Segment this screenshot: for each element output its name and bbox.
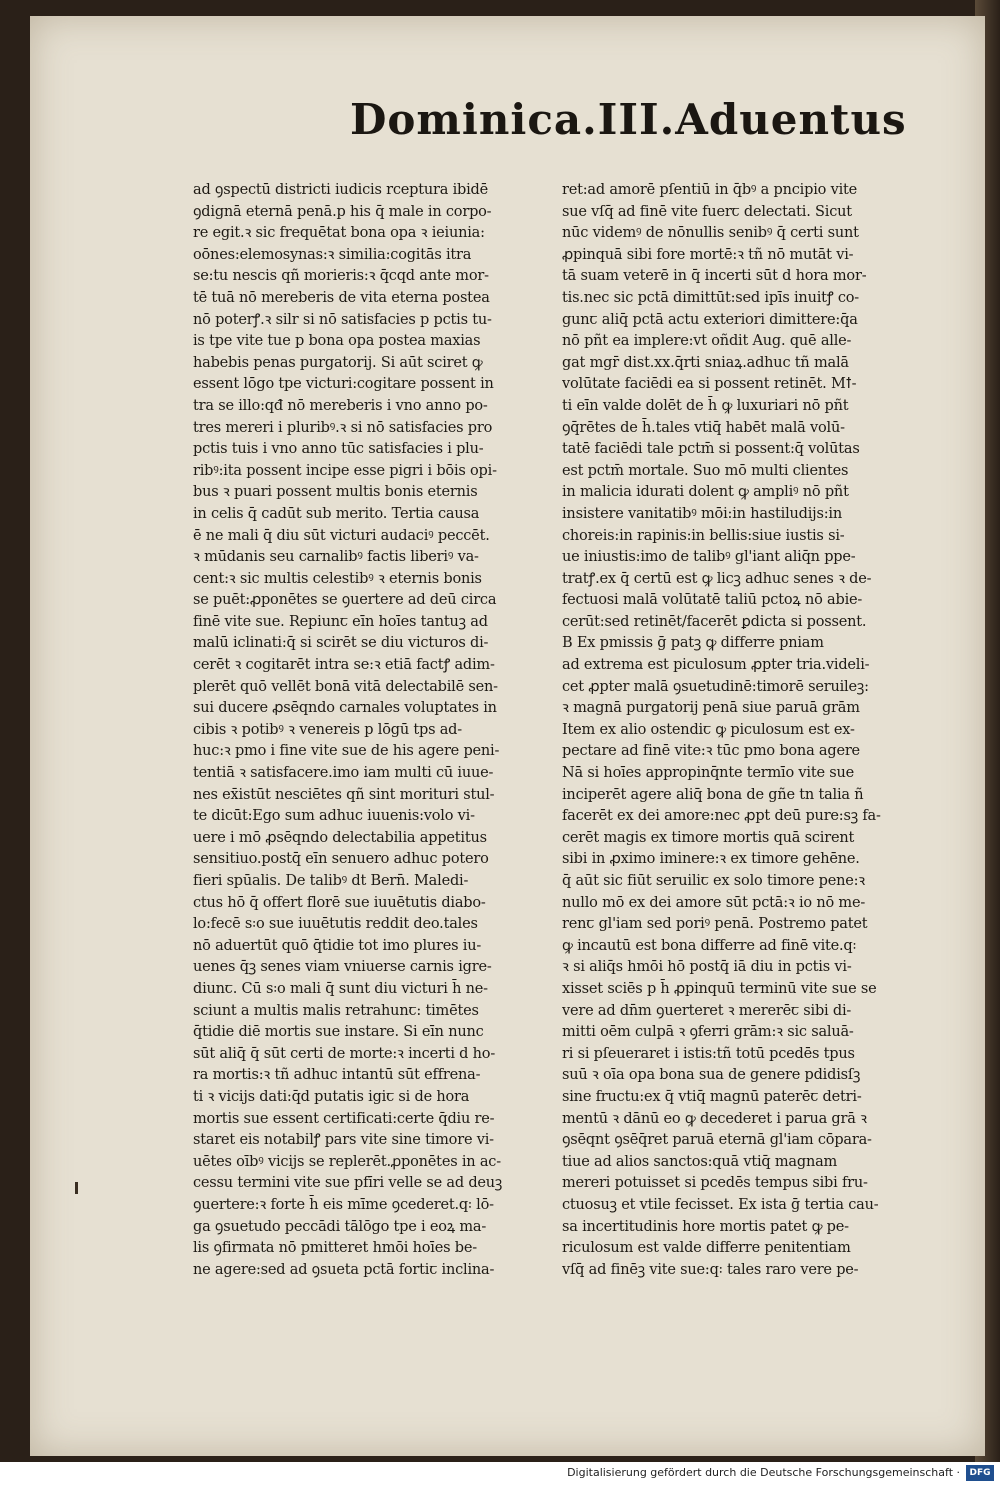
- text-line: nō pñt ea implere:vt oñdit Aug. quē alle-: [562, 333, 852, 350]
- text-line: ne agere:sed ad ꝯsueta pctā fortiꞇ inclina-: [193, 1261, 495, 1278]
- text-line: ret:ad amorē pſentiū in q̄bꝰ a pncipio vite: [562, 182, 858, 198]
- text-line: choreis:in rapinis:in bellis:siue iustis si-: [562, 527, 845, 544]
- text-line: huc:ꝛ pmo i fine vite sue de his agere peni-: [193, 743, 500, 760]
- text-line: plerēt quō vellēt bonā vitā delectabilē sen-: [193, 678, 498, 695]
- text-line: ꝛ magnā purgatorij penā siue paruā grām: [562, 700, 860, 717]
- text-line: cessu termini vite sue pfīri velle se ad deuꝫ: [193, 1175, 503, 1192]
- text-line: uenes q̄ꝫ senes viam vniuerse carnis igre-: [193, 959, 492, 976]
- text-line: se puēt:ꝓponētes se ꝯuertere ad deū circa: [193, 592, 497, 609]
- text-line: uētes oībꝰ vicijs se replerēt.ꝓponētes in ac-: [193, 1153, 501, 1170]
- text-line: nō poterꝭ.ꝛ silr si nō satisfacies p pctis tu-: [193, 311, 492, 328]
- text-line: suū ꝛ oīa opa bona sua de genere pdidisſꝫ: [562, 1067, 861, 1084]
- text-line: ri si pſeueraret i istis:tñ totū pcedēs tpus: [562, 1045, 855, 1062]
- text-line: ti ꝛ vicijs dati:q̄d putatis igiꞇ si de hora: [193, 1088, 470, 1105]
- text-line: sue vſq̄ ad finē vite fuerꞇ delectati. Sicut: [562, 203, 852, 220]
- text-line: ue iniustis:imo de talibꝰ gl'iant aliq̄n ppe-: [562, 549, 856, 566]
- text-line: gunꞇ aliq̄ pctā actu exteriori dimittere:q̄a: [562, 311, 858, 328]
- text-line: volūtate faciēdi ea si possent retinēt. Mꝉ-: [562, 376, 857, 393]
- text-line: staret eis notabilꝭ pars vite sine timore vi-: [193, 1132, 494, 1149]
- text-line: ctuosuꝫ et vtile fecisset. Ex ista ḡ tertia cau-: [562, 1196, 879, 1213]
- text-line: mereri potuisset si pcedēs tempus sibi fru-: [562, 1175, 868, 1192]
- text-line: te dicūt:Ego sum adhuc iuuenis:volo vi-: [193, 808, 475, 825]
- text-line: in malicia idurati dolent ꝙ ampliꝰ nō pñt: [562, 484, 849, 501]
- text-line: q̄ aūt sic fiūt seruiliꞇ ex solo timore pene:ꝛ: [562, 873, 865, 889]
- text-line: renꞇ gl'iam sed poriꝰ penā. Postremo patet: [562, 916, 868, 933]
- text-line: ꝓpinquā sibi fore mortē:ꝛ tñ nō mutāt vi-: [562, 246, 854, 263]
- text-line: vere ad dn̄m ꝯuerteret ꝛ mererēꞇ sibi di-: [562, 1002, 852, 1019]
- dfg-logo: DFG: [966, 1465, 994, 1481]
- text-line: tē tuā nō mereberis de vita eterna postea: [193, 289, 490, 306]
- text-line: uere i mō ꝓsēqndo delectabilia appetitus: [193, 829, 487, 846]
- page-heading: Dominica.III.Aduentus: [350, 95, 907, 144]
- text-line: tatē faciēdi tale pctm̄ si possent:q̄ volūtas: [562, 441, 860, 458]
- text-line: nō aduertūt quō q̄tidie tot imo plures iu-: [193, 937, 482, 954]
- text-line: is tpe vite tue p bona opa postea maxias: [193, 333, 481, 350]
- text-line: ad ꝯspectū districti iudicis rceptura ibidē: [193, 182, 488, 198]
- text-line: ꝛ si aliq̄s hmōi hō postq̄ iā diu in pctis vi-: [562, 959, 852, 976]
- text-line: pctis tuis i vno anno tūc satisfacies i plu-: [193, 441, 484, 458]
- footer-bar: [0, 1462, 1000, 1485]
- text-line: ꝛ mūdanis seu carnalibꝰ factis liberiꝰ va-: [193, 549, 479, 566]
- text-line: ga ꝯsuetudo peccādi tālōgo tpe i eoꝝ ma-: [193, 1218, 487, 1235]
- text-line: Item ex alio ostendiꞇ ꝙ piculosum est ex-: [562, 721, 855, 738]
- text-line: B Ex pmissis ḡ patꝫ ꝙ differre pniam: [562, 635, 824, 652]
- text-line: mitti oēm culpā ꝛ ꝯferri grām:ꝛ sic saluā-: [562, 1024, 854, 1041]
- text-line: cerūt:sed retinēt/facerēt ꝑdicta si possent.: [562, 613, 867, 630]
- text-line: ctus hō q̄ offert florē sue iuuētutis diabo-: [193, 894, 486, 911]
- text-line: vſq̄ ad finēꝫ vite sue:q꞉ tales raro vere pe-: [562, 1261, 859, 1278]
- text-line: insistere vanitatibꝰ mōi:in hastiludijs:in: [562, 505, 842, 522]
- footer-credit: Digitalisierung gefördert durch die Deutsche Forschungsgemeinschaft ·: [567, 1466, 960, 1479]
- text-line: cent:ꝛ sic multis celestibꝰ ꝛ eternis bonis: [193, 570, 482, 587]
- text-line: habebis penas purgatorij. Si aūt sciret ꝙ: [193, 354, 483, 371]
- text-line: ꝯuertere:ꝛ forte h̄ eis mīme ꝯcederet.q꞉ lō-: [193, 1196, 494, 1213]
- text-line: xisset sciēs p h̄ ꝓpinquū terminū vite sue se: [562, 980, 877, 997]
- text-line: fieri spūalis. De talibꝰ dt Bern̄. Maledi-: [193, 873, 469, 889]
- text-line: in celis q̄ cadūt sub merito. Tertia causa: [193, 505, 480, 522]
- text-line: sciunt a multis malis retrahunꞇ: timētes: [193, 1002, 479, 1019]
- text-line: tiue ad alios sanctos:quā vtiq̄ magnam: [562, 1153, 838, 1170]
- text-line: tra se illo:qđ nō mereberis i vno anno po-: [193, 397, 488, 414]
- text-line: fectuosi malā volūtatē taliū pctoꝝ nō abie-: [562, 592, 863, 609]
- text-line: ad extrema est piculosum ꝓpter tria.videli-: [562, 657, 870, 674]
- text-line: sibi in ꝓximo iminere:ꝛ ex timore gehēne.: [562, 851, 860, 868]
- text-line: ꝯsēqnt ꝯsēq̄ret paruā eternā gl'iam cōpara-: [562, 1132, 872, 1149]
- text-line: diunꞇ. Cū s꞉o mali q̄ sunt diu victuri h̄ ne-: [193, 980, 488, 997]
- text-line: oōnes:elemosynas:ꝛ similia:cogitās itra: [193, 246, 472, 263]
- right-text-column: [562, 180, 904, 1281]
- text-line: tratꝭ.ex q̄ certū est ꝙ licꝫ adhuc senes ꝛ de-: [562, 570, 872, 587]
- text-line: gat mgr̄ dist.xx.q̄rti sniaꝝ.adhuc tñ malā: [562, 354, 849, 371]
- text-line: tentiā ꝛ satisfacere.imo iam multi cū iuue-: [193, 765, 494, 782]
- text-line: sui ducere ꝓsēqndo carnales voluptates in: [193, 700, 497, 717]
- text-line: tis.nec sic pctā dimittūt:sed ipīs inuitꝭ co-: [562, 289, 859, 306]
- text-line: mentū ꝛ dānū eo ꝙ decederet i parua grā ꝛ: [562, 1110, 867, 1127]
- text-line: ē ne mali q̄ diu sūt victuri audaciꝰ peccēt.: [193, 527, 490, 544]
- text-line: riculosum est valde differre penitentiam: [562, 1240, 851, 1257]
- text-line: est pctm̄ mortale. Suo mō multi clientes: [562, 462, 849, 479]
- text-line: malū iclinati:q̄ si scirēt se diu victuros di-: [193, 635, 489, 652]
- left-text-column: [193, 180, 538, 1281]
- text-line: sa incertitudinis hore mortis patet ꝙ pe-: [562, 1218, 849, 1235]
- text-line: cibis ꝛ potibꝰ ꝛ venereis p lōgū tps ad-: [193, 721, 462, 738]
- text-line: ꝙ incautū est bona differre ad finē vite.q꞉: [562, 937, 857, 954]
- text-line: cet ꝓpter malā ꝯsuetudinē:timorē seruileꝫ:: [562, 678, 869, 695]
- text-line: sensitiuo.postq̄ eīn senuero adhuc potero: [193, 851, 489, 868]
- margin-mark: [75, 1182, 78, 1194]
- text-line: cerēt ꝛ cogitarēt intra se:ꝛ etiā factꝭ adim-: [193, 657, 495, 674]
- text-line: pectare ad finē vite:ꝛ tūc pmo bona agere: [562, 743, 860, 760]
- text-line: se:tu nescis qñ morieris:ꝛ q̄cqd ante mor-: [193, 268, 489, 285]
- text-line: nullo mō ex dei amore sūt pctā:ꝛ io nō me-: [562, 894, 866, 911]
- text-line: essent lōgo tpe victuri:cogitare possent in: [193, 376, 494, 393]
- text-line: ꝯdignā eternā penā.p his q̄ male in corpo-: [193, 203, 492, 220]
- text-line: re egit.ꝛ sic frequētat bona opa ꝛ ieiunia:: [193, 225, 485, 242]
- text-line: lo:fecē s꞉o sue iuuētutis reddit deo.tales: [193, 916, 478, 933]
- text-line: q̄tidie diē mortis sue instare. Si eīn nunc: [193, 1024, 484, 1041]
- text-line: cerēt magis ex timore mortis quā scirent: [562, 829, 855, 846]
- text-line: sūt aliq̄ q̄ sūt certi de morte:ꝛ incerti d ho-: [193, 1045, 496, 1062]
- text-line: inciperēt agere aliq̄ bona de gñe tn talia ñ: [562, 786, 864, 803]
- text-line: tā suam veterē in q̄ incerti sūt d hora mor-: [562, 268, 867, 285]
- text-line: ti eīn valde dolēt de h̄ ꝙ luxuriari nō pñt: [562, 397, 849, 414]
- text-line: nes ex̄istūt nesciētes qñ sint morituri stul-: [193, 786, 495, 803]
- text-line: ra mortis:ꝛ tñ adhuc intantū sūt effrena-: [193, 1067, 481, 1084]
- text-line: bus ꝛ puari possent multis bonis eternis: [193, 484, 478, 501]
- text-line: finē vite sue. Repiunꞇ eīn hoīes tantuꝫ ad: [193, 613, 488, 630]
- text-line: mortis sue essent certificati:certe q̄diu re-: [193, 1110, 495, 1127]
- text-line: Nā si hoīes appropinq̄nte termīo vite sue: [562, 765, 855, 782]
- text-line: nūc videmꝰ de nōnullis senibꝰ q̄ certi sunt: [562, 225, 859, 242]
- text-line: ribꝰ:ita possent incipe esse pigri i bōis opi-: [193, 462, 497, 479]
- text-line: lis ꝯfirmata nō pmitteret hmōi hoīes be-: [193, 1240, 477, 1257]
- text-line: sine fructu:ex q̄ vtiq̄ magnū paterēꞇ detri-: [562, 1088, 862, 1105]
- text-line: ꝯq̄rētes de h̄.tales vtiq̄ habēt malā volū-: [562, 419, 845, 436]
- text-line: facerēt ex dei amore:nec ꝓpt deū pure:sꝫ fa-: [562, 808, 881, 825]
- text-line: tres mereri i pluribꝰ.ꝛ si nō satisfacies pro: [193, 419, 493, 436]
